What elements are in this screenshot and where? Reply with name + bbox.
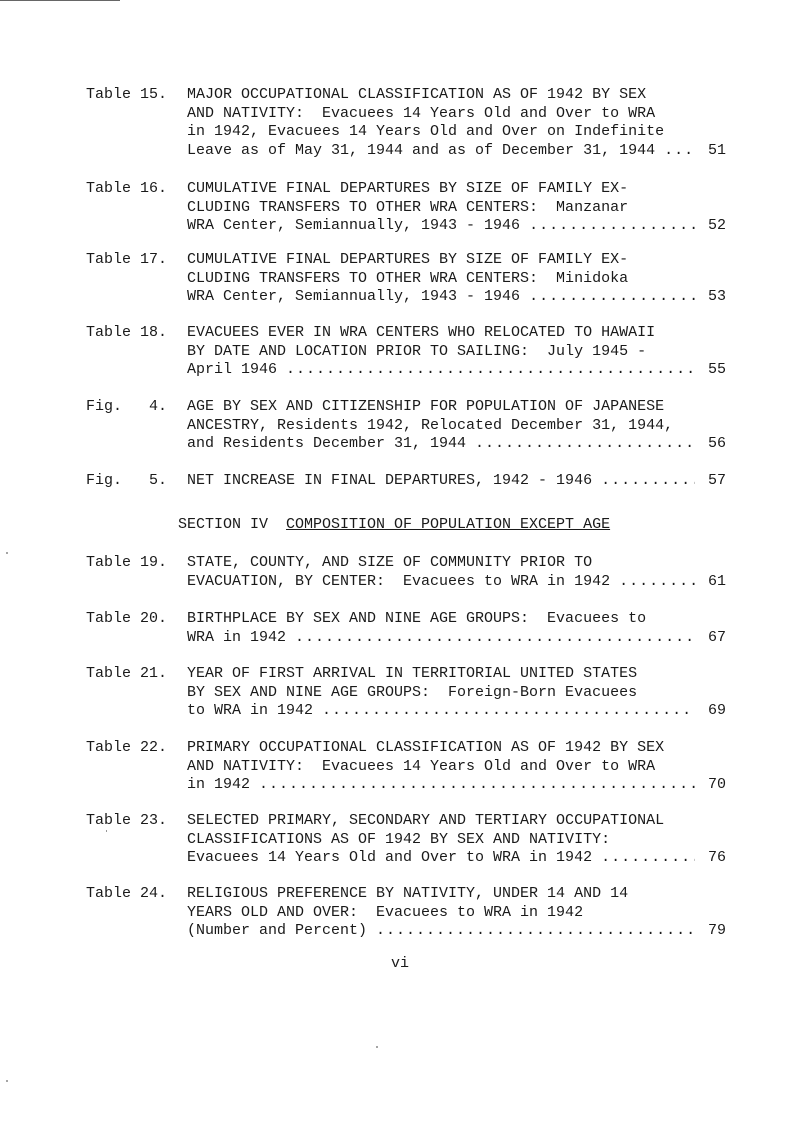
toc-entry-description [187, 324, 695, 380]
toc-entry-line: in 1942, Evacuees 14 Years Old and Over on Indefinite [187, 123, 665, 140]
dot-leader [286, 361, 695, 380]
toc-entry-last-line [187, 776, 695, 795]
dot-leader [529, 288, 695, 307]
toc-entry-page: 53 [707, 288, 726, 305]
toc-entry-page: 70 [707, 776, 726, 793]
toc-entry-line: WRA Center, Semiannually, 1943 - 1946 [187, 217, 530, 234]
dot-leader [295, 629, 695, 648]
toc-entry-line: BY DATE AND LOCATION PRIOR TO SAILING: July 1945 - [187, 342, 647, 360]
scan-speck [6, 1080, 8, 1082]
toc-entry-label: Table 15. [86, 86, 168, 103]
toc-entry-label: Table 16. [86, 180, 168, 197]
toc-entry-line: BIRTHPLACE BY SEX AND NINE AGE GROUPS: Evacuees to [187, 610, 647, 627]
toc-entry-last-line [187, 217, 695, 236]
dot-leader [322, 702, 695, 721]
toc-entry-label: Table 20. [86, 610, 168, 627]
scan-speck [6, 552, 8, 554]
toc-entry-last-line [187, 288, 695, 307]
toc-entry-line: CUMULATIVE FINAL DEPARTURES BY SIZE OF FAMILY EX- [187, 180, 629, 197]
toc-entry-line: in 1942 [187, 776, 260, 793]
dot-leader [601, 849, 695, 868]
toc-entry-last-line [187, 472, 695, 491]
toc-entry-label: Table 19. [86, 554, 168, 571]
toc-entry-page: 61 [707, 572, 726, 590]
toc-entry-description [187, 180, 695, 236]
toc-entry-last-line [187, 922, 695, 941]
toc-entry-line: STATE, COUNTY, AND SIZE OF COMMUNITY PRIOR TO [187, 554, 593, 571]
toc-entry-label: Table 21. [86, 665, 168, 682]
toc-entry-last-line [187, 435, 695, 454]
toc-entry-line: ANCESTRY, Residents 1942, Relocated December 31, 1944, [187, 416, 674, 434]
toc-entry-page: 69 [707, 702, 726, 719]
dot-leader [475, 435, 695, 454]
toc-entry-line: SELECTED PRIMARY, SECONDARY AND TERTIARY OCCUPATIONAL [187, 812, 665, 829]
toc-entry-description [187, 812, 695, 868]
toc-entry-label: Fig. 5. [86, 472, 168, 489]
toc-entry-page: 56 [707, 435, 726, 452]
toc-entry-line: WRA in 1942 [187, 628, 296, 646]
section-heading [178, 516, 610, 535]
scan-speck [106, 830, 107, 832]
toc-entry-last-line [187, 849, 695, 868]
toc-entry-description [187, 739, 695, 795]
dot-leader [259, 776, 695, 795]
toc-entry-line: NET INCREASE IN FINAL DEPARTURES, 1942 - 1946 [187, 472, 602, 489]
top-rule [0, 0, 120, 1]
dot-leader [529, 217, 695, 236]
toc-entry-page: 55 [707, 361, 726, 378]
toc-entry-line: EVACUEES EVER IN WRA CENTERS WHO RELOCATED TO HAWAII [187, 324, 656, 341]
toc-entry-line: CLASSIFICATIONS AS OF 1942 BY SEX AND NATIVITY: [187, 830, 611, 848]
toc-entry-description [187, 251, 695, 307]
toc-entry-page: 67 [707, 628, 726, 646]
toc-entry-label: Table 17. [86, 251, 168, 268]
toc-entry-line: BY SEX AND NINE AGE GROUPS: Foreign-Born Evacuees [187, 683, 638, 701]
dot-leader [376, 922, 695, 941]
toc-entry-description [187, 665, 695, 721]
toc-entry-line: to WRA in 1942 [187, 702, 323, 719]
dot-leader [619, 573, 695, 592]
toc-entry-line: YEARS OLD AND OVER: Evacuees to WRA in 1942 [187, 903, 584, 921]
toc-entry-last-line [187, 361, 695, 380]
toc-entry-line: Evacuees 14 Years Old and Over to WRA in 1942 [187, 849, 602, 866]
section-number: SECTION IV [178, 516, 269, 533]
toc-entry-label: Table 18. [86, 324, 168, 341]
toc-entry-description [187, 472, 695, 491]
toc-entry-label: Fig. 4. [86, 398, 168, 415]
toc-entry-line: and Residents December 31, 1944 [187, 435, 476, 452]
dot-leader [601, 472, 695, 491]
toc-entry-page: 51 [707, 141, 726, 159]
toc-entry-line: AGE BY SEX AND CITIZENSHIP FOR POPULATION OF JAPANESE [187, 398, 665, 415]
toc-entry-label: Table 23. [86, 812, 168, 829]
toc-entry-line: April 1946 [187, 361, 287, 378]
toc-entry-line: YEAR OF FIRST ARRIVAL IN TERRITORIAL UNITED STATES [187, 665, 638, 682]
toc-entry-description [187, 885, 695, 941]
toc-entry-page: 76 [707, 849, 726, 866]
toc-entry-page: 57 [707, 472, 726, 489]
toc-entry-line: PRIMARY OCCUPATIONAL CLASSIFICATION AS OF 1942 BY SEX [187, 739, 665, 756]
toc-entry-description [187, 86, 695, 160]
toc-entry-description [187, 610, 695, 647]
section-title: COMPOSITION OF POPULATION EXCEPT AGE [286, 516, 611, 533]
toc-entry-line: AND NATIVITY: Evacuees 14 Years Old and Over to WRA [187, 757, 656, 775]
toc-entry-page: 52 [707, 217, 726, 234]
dot-leader [664, 142, 695, 161]
toc-entry-description [187, 398, 695, 454]
toc-entry-line: WRA Center, Semiannually, 1943 - 1946 [187, 288, 530, 305]
toc-entry-page: 79 [707, 922, 726, 939]
toc-entry-last-line [187, 629, 695, 648]
scan-speck [376, 1046, 378, 1048]
page-number: vi [390, 955, 409, 972]
toc-entry-line: CUMULATIVE FINAL DEPARTURES BY SIZE OF FAMILY EX- [187, 251, 629, 268]
toc-entry-last-line [187, 142, 695, 161]
toc-entry-line: EVACUATION, BY CENTER: Evacuees to WRA in 1942 [187, 572, 620, 590]
toc-entry-label: Table 22. [86, 739, 168, 756]
toc-entry-description [187, 554, 695, 591]
toc-entry-line: (Number and Percent) [187, 922, 377, 939]
toc-entry-last-line [187, 573, 695, 592]
toc-entry-label: Table 24. [86, 885, 168, 902]
toc-entry-line: Leave as of May 31, 1944 and as of December 31, 1944 [187, 141, 665, 159]
toc-entry-line: MAJOR OCCUPATIONAL CLASSIFICATION AS OF 1942 BY SEX [187, 86, 647, 103]
toc-entry-line: CLUDING TRANSFERS TO OTHER WRA CENTERS: Minidoka [187, 269, 629, 287]
toc-entry-last-line [187, 702, 695, 721]
toc-entry-line: CLUDING TRANSFERS TO OTHER WRA CENTERS: Manzanar [187, 198, 629, 216]
toc-entry-line: AND NATIVITY: Evacuees 14 Years Old and Over to WRA [187, 104, 656, 122]
toc-entry-line: RELIGIOUS PREFERENCE BY NATIVITY, UNDER 14 AND 14 [187, 885, 629, 902]
